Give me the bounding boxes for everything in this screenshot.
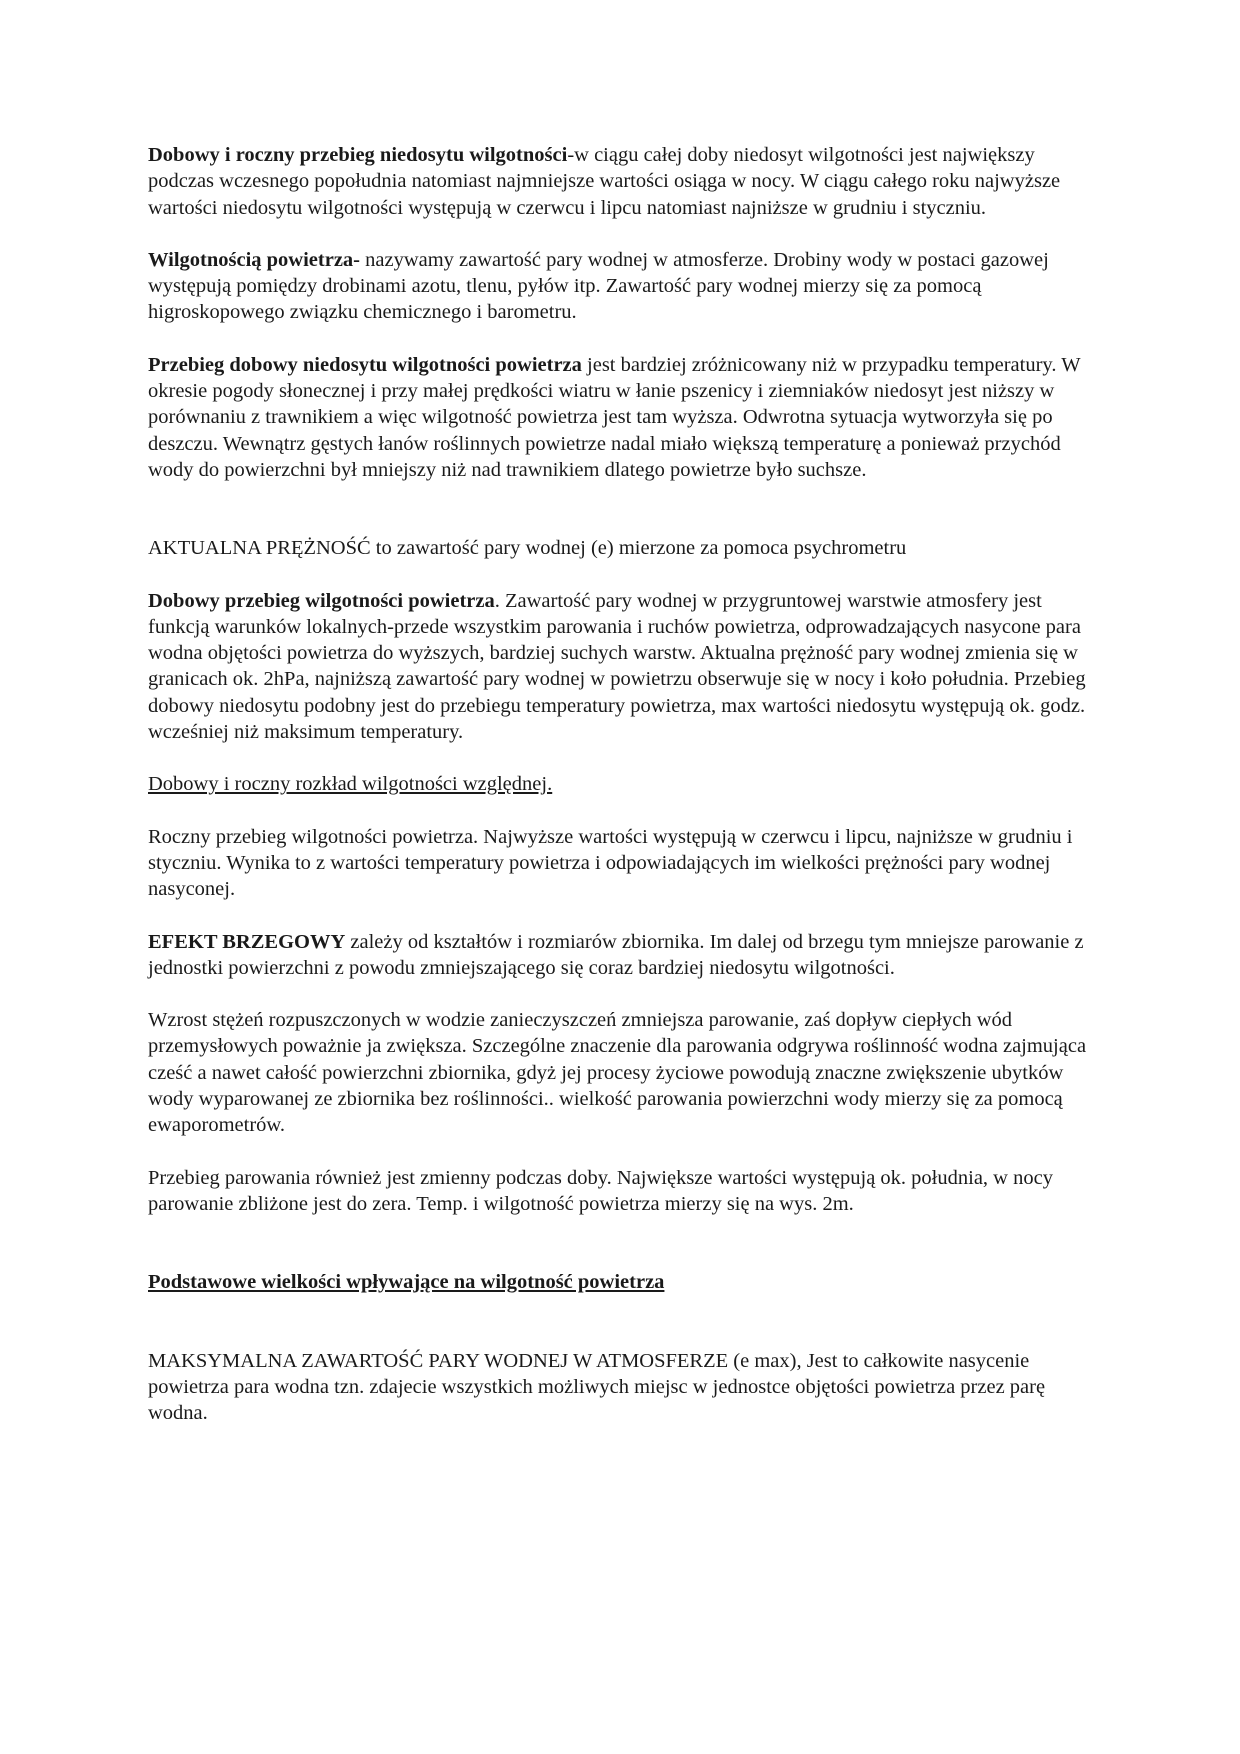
paragraph-air-humidity-definition: [148, 247, 1098, 326]
paragraph-text: -w ciągu całej doby niedosyt wilgotności jest największy podczas wczesnego popołudnia natomiast najmniejsze wartości osiąga w nocy. W ciągu całego roku najwyższe wartości niedosytu wilgotności występują w czerwcu i lipcu natomiast najniższe w grudniu i styczniu.: [148, 144, 1061, 219]
paragraph-heading: Dobowy przebieg wilgotności powietrza: [148, 589, 495, 612]
paragraph-max-water-vapour: MAKSYMALNA ZAWARTOŚĆ PARY WODNEJ W ATMOSFERZE (e max), Jest to całkowite nasycenie powietrza para wodna tzn. zdajecie wszystkich możliwych miejsc w jednostce objętości powietrza przez parę wodna.: [148, 1349, 1046, 1425]
paragraph-daily-evaporation: Przebieg parowania również jest zmienny podczas doby. Największe wartości występują ok. południa, w nocy parowanie zbliżone jest do zera. Temp. i wilgotność powietrza mierzy się na wys. 2m.: [148, 1166, 1053, 1215]
paragraph-text: . Zawartość pary wodnej w przygruntowej warstwie atmosfery jest funkcją warunków lokalnych-przede wszystkim parowania i ruchów powietrza, odprowadzających nasycone para wodna objętości powietrza do wyższych, bardziej suchych warstw. Aktualna prężność pary wodnej zmienia się w granicach ok. 2hPa, najniższą zawartość pary wodnej w powietrzu obserwuje się w nocy i koło południa. Przebieg dobowy niedosytu podobny jest do przebiegu temperatury powietrza, max wartości niedosytu występują ok. godz. wcześniej niż maksimum temperatury.: [148, 589, 1086, 744]
paragraph-daily-air-humidity: [148, 588, 1098, 746]
paragraph-daily-annual-saturation-deficit: [148, 142, 1098, 221]
paragraph-annual-air-humidity: Roczny przebieg wilgotności powietrza. Najwyższe wartości występują w czerwcu i lipcu, najniższe w grudniu i styczniu. Wynika to z wartości temperatury powietrza i odpowiadających im wielkości prężności pary wodnej nasyconej.: [148, 825, 1073, 901]
section-heading-relative-humidity: Dobowy i roczny rozkład wilgotności względnej.: [148, 773, 553, 796]
paragraph-pollutants-evaporation: Wzrost stężeń rozpuszczonych w wodzie zanieczyszczeń zmniejsza parowanie, zaś dopływ ciepłych wód przemysłowych poważnie ja zwiększa. Szczególne znaczenie dla parowania odgrywa roślinność wodna zajmująca cześć a nawet całość powierzchni zbiornika, gdyż jej procesy życiowe powodują znaczne zwiększenie ubytków wody wyparowanej ze zbiornika bez roślinności.. wielkość parowania powierzchni wody mierzy się za pomocą ewaporometrów.: [148, 1009, 1087, 1137]
paragraph-heading: EFEKT BRZEGOWY: [148, 930, 346, 953]
paragraph-text: jest bardziej zróżnicowany niż w przypadku temperatury. W okresie pogody słonecznej i przy małej prędkości wiatru w łanie pszenicy i ziemniaków niedosyt jest niższy w porównaniu z trawnikiem a więc wilgotność powietrza jest tam wyższa. Odwrotna sytuacja wytworzyła się po deszczu. Wewnątrz gęstych łanów roślinnych powietrze nadal miało większą temperaturę a ponieważ przychód wody do powierzchni był mniejszy niż nad trawnikiem dlatego powietrze było suchsze.: [148, 353, 1081, 481]
section-heading-basic-quantities: Podstawowe wielkości wpływające na wilgotność powietrza: [148, 1271, 665, 1294]
paragraph-actual-vapour-pressure: [148, 535, 1098, 561]
paragraph-text: nazywamy zawartość pary wodnej w atmosferze. Drobiny wody w postaci gazowej występują pomiędzy drobinami azotu, tlenu, pyłów itp. Zawartość pary wodnej mierzy się za pomocą higroskopowego związku chemicznego i barometru.: [148, 248, 1049, 324]
paragraph-heading: AKTUALNA PRĘŻNOŚĆ: [148, 537, 371, 560]
paragraph-text: zależy od kształtów i rozmiarów zbiornika. Im dalej od brzegu tym mniejsze parowanie z jednostki powierzchni z powodu zmniejszającego się coraz bardziej niedosytu wilgotności.: [148, 930, 1084, 979]
paragraph-text: to zawartość pary wodnej (e) mierzone za pomoca psychrometru: [370, 537, 907, 560]
paragraph-heading: Dobowy i roczny przebieg niedosytu wilgotności: [148, 144, 568, 166]
paragraph-edge-effect: [148, 929, 1098, 982]
paragraph-daily-saturation-deficit: [148, 352, 1098, 483]
document-page: [148, 142, 1098, 1426]
paragraph-heading: Przebieg dobowy niedosytu wilgotności powietrza: [148, 353, 582, 376]
paragraph-heading: Wilgotnością powietrza-: [148, 248, 360, 271]
